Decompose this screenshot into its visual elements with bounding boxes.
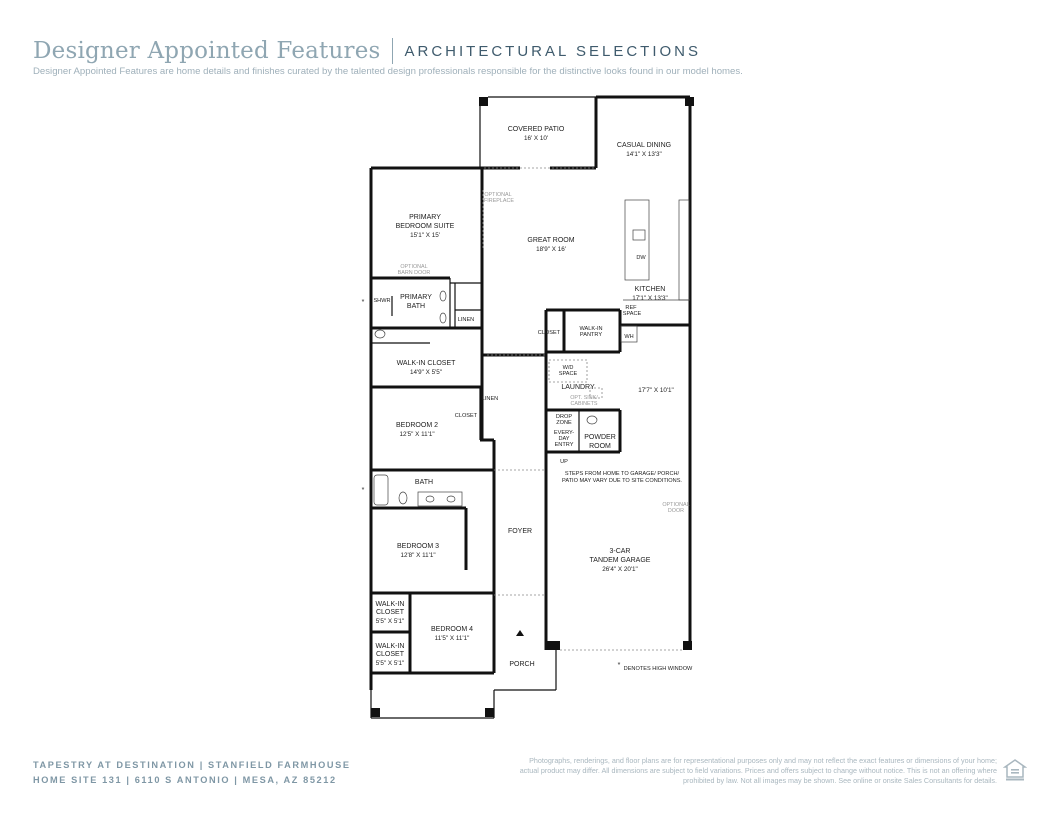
walkin-closet-b-label-2: CLOSET [375, 651, 405, 658]
dw-label: DW [636, 255, 646, 261]
high-window-note: DENOTES HIGH WINDOW [623, 666, 693, 672]
equal-housing-opportunity-icon [1003, 758, 1027, 782]
bedroom2-dims: 12'5" X 11'1" [399, 431, 435, 438]
walkin-pantry-label-1: WALK-IN [579, 326, 603, 332]
community-name: TAPESTRY AT DESTINATION [33, 760, 196, 770]
kitchen-label: KITCHEN [634, 286, 666, 293]
walkin-closet-dims: 14'9" X 5'5" [409, 369, 443, 376]
shwr-label: SHWR [373, 298, 391, 304]
city: MESA, AZ 85212 [242, 775, 337, 785]
garage-extension-dims: 17'7" X 10'1" [638, 387, 674, 394]
optional-door-label-2: DOOR [667, 508, 685, 514]
asterisk-marker-1: * [361, 299, 365, 306]
porch-label: PORCH [509, 661, 535, 668]
bedroom2-label: BEDROOM 2 [395, 422, 439, 429]
primary-bedroom-dims: 15'1" X 15' [410, 232, 440, 239]
disclaimer: Photographs, renderings, and floor plans are for representational purposes only and may not reflect the exact features or dimensions of your home; actual product may differ. All dimensions are subject to field variations. Prices and offers subject to change without notice. This is not an offering where prohibited by law. Not all images may be shown. See online or onsite Sales Consultants for details. [519, 756, 997, 785]
footer-separator: | [234, 775, 239, 785]
linen-label-1: LINEN [457, 317, 475, 323]
drop-zone-label-2: ZONE [556, 420, 572, 426]
page-title: Designer Appointed Features [33, 38, 381, 64]
bedroom3-dims: 12'8" X 11'1" [400, 552, 436, 559]
high-window-asterisk: * [617, 662, 621, 669]
garage-label-2: TANDEM GARAGE [589, 557, 651, 564]
up-label: UP [560, 459, 568, 465]
bath-label: BATH [414, 479, 434, 486]
great-room-label: GREAT ROOM [527, 237, 575, 244]
optional-barn-door-label-1: OPTIONAL [400, 264, 428, 270]
bedroom4-dims: 11'5" X 11'1" [434, 635, 470, 642]
primary-bedroom-label-2: BEDROOM SUITE [395, 223, 455, 230]
optional-fireplace-label-1: OPTIONAL [484, 192, 512, 198]
plan-name: STANFIELD FARMHOUSE [208, 760, 351, 770]
page-description: Designer Appointed Features are home details and finishes curated by the talented design professionals responsible for the distinctive looks found in our model homes. [33, 66, 743, 77]
walkin-closet-a-dims: 5'5" X 5'1" [375, 618, 405, 625]
garage-dims: 26'4" X 20'1" [602, 566, 638, 573]
room-labels [362, 126, 693, 672]
garage-label-1: 3-CAR [609, 548, 631, 555]
ref-space-label-2: SPACE [622, 311, 642, 317]
walkin-pantry-label-2: PANTRY [579, 332, 603, 338]
casual-dining-label: CASUAL DINING [616, 142, 672, 149]
drop-zone-label-1: DROP [555, 414, 573, 420]
footer-line-2 [33, 773, 351, 788]
street-address: 6110 S ANTONIO [134, 775, 231, 785]
bedroom4-label: BEDROOM 4 [430, 626, 474, 633]
footer-location [33, 758, 351, 788]
powder-room-label-1: POWDER [584, 434, 616, 441]
everyday-entry-label-3: ENTRY [554, 442, 574, 448]
homesite: HOME SITE 131 [33, 775, 123, 785]
covered-patio-label: COVERED PATIO [507, 126, 565, 133]
walkin-closet-label: WALK-IN CLOSET [396, 360, 456, 367]
footer-separator: | [126, 775, 131, 785]
walkin-closet-a-label-1: WALK-IN [375, 601, 405, 608]
optional-fireplace-label-2: FIREPLACE [484, 198, 514, 204]
walkin-closet-b-label-1: WALK-IN [375, 643, 405, 650]
walkin-closet-b-dims: 5'5" X 5'1" [375, 660, 405, 667]
asterisk-marker-2: * [361, 487, 365, 494]
primary-bedroom-label-1: PRIMARY [409, 214, 441, 221]
great-room-dims: 18'9" X 16' [536, 246, 566, 253]
casual-dining-dims: 14'1" X 13'3" [626, 151, 662, 158]
closet-label-2: CLOSET [454, 413, 478, 419]
everyday-entry-label-2: DAY [558, 436, 570, 442]
optional-barn-door-label-2: BARN DOOR [397, 270, 431, 276]
wd-space-label-2: SPACE [558, 371, 578, 377]
primary-bath-label-2: BATH [406, 303, 426, 310]
linen-label-2: LINEN [481, 396, 499, 402]
walkin-closet-a-label-2: CLOSET [375, 609, 405, 616]
bedroom3-label: BEDROOM 3 [396, 543, 440, 550]
steps-note-1: STEPS FROM HOME TO GARAGE/ PORCH/ [564, 471, 680, 477]
exterior-walls [371, 97, 694, 718]
page-subtitle: ARCHITECTURAL SELECTIONS [404, 42, 701, 60]
footer-separator: | [199, 760, 204, 770]
powder-room-label-2: ROOM [589, 443, 611, 450]
opt-sink-label-1: OPT. SINK/ [570, 395, 598, 401]
foyer-label: FOYER [507, 528, 533, 535]
laundry-label: LAUNDRY [561, 384, 595, 391]
optional-door-label-1: OPTIONAL [662, 502, 690, 508]
everyday-entry-label-1: EVERY- [553, 430, 575, 436]
wd-space-label-1: W/D [562, 365, 574, 371]
steps-note-2: PATIO MAY VARY DUE TO SITE CONDITIONS. [562, 478, 682, 484]
ref-space-label-1: REF [625, 305, 637, 311]
primary-bath-label-1: PRIMARY [400, 294, 432, 301]
closet-label-1: CLOSET [537, 330, 561, 336]
kitchen-dims: 17'1" X 13'3" [632, 295, 668, 302]
opt-sink-label-2: CABINETS [570, 401, 598, 407]
footer-line-1 [33, 758, 351, 773]
wh-label: WH [624, 334, 634, 340]
covered-patio-dims: 16' X 10' [523, 135, 549, 142]
